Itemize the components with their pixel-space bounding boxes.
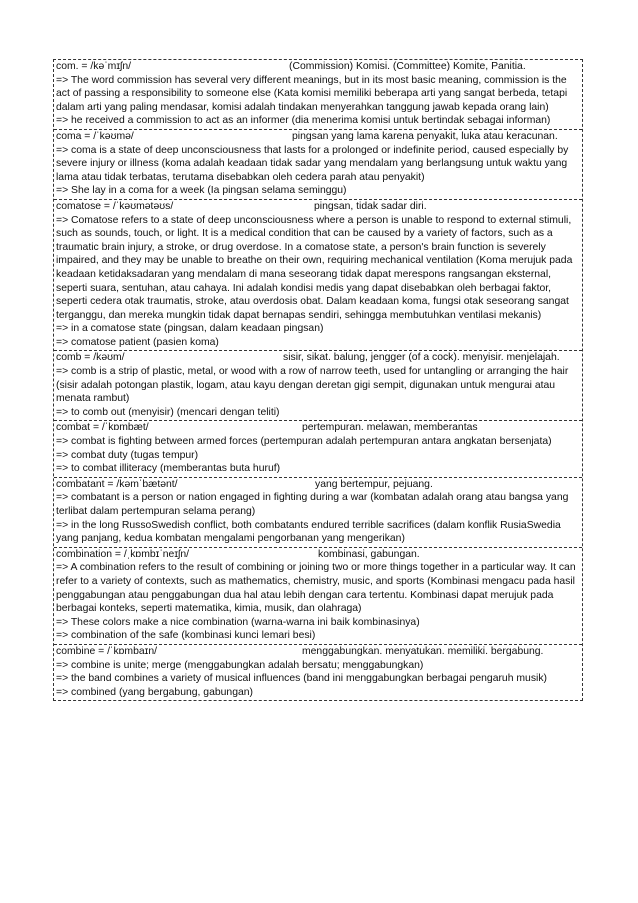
definition-line: => coma is a state of deep unconsciousness that lasts for a prolonged or indefinite period, caused especially by severe injury or illness (koma adalah keadaan tidak sadar yang mendalam yang berlangsung untuk waktu yang lama atau tidak terbatas, terutama disebabkan oleh cedera parah atau penyakit)	[56, 144, 569, 183]
entry-coma	[54, 130, 582, 200]
example-line: => combat duty (tugas tempur)	[56, 449, 199, 461]
definition-line: => combatant is a person or nation engaged in fighting during a war (kombatan adalah orang atau bangsa yang terlibat dalam pertempuran selama perang)	[56, 492, 569, 517]
headword: com. = /kəˈmɪʃn/	[56, 61, 132, 72]
entry-header	[56, 645, 580, 659]
meaning: pingsan, tidak sadar diri.	[314, 200, 427, 212]
example-line: => to combat illiteracy (memberantas buta huruf)	[56, 463, 281, 475]
definition-line: => comb is a strip of plastic, metal, or wood with a row of narrow teeth, used for untangling or arranging the hair (sisir adalah potongan plastik, logam, atau kayu dengan deretan gigi sempit, digunakan untuk mengurai atau menata rambut)	[56, 366, 569, 405]
entry-combine	[54, 645, 582, 700]
example-line: => in the long RussoSwedish conflict, both combatants endured terrible sacrifices (dalam konflik RusiaSwedia yang panjang, kedua kombatan mengalami pengorbanan yang mengerikan)	[56, 519, 561, 545]
headword: combination = /ˌkɒmbɪˈneɪʃn/	[56, 548, 190, 560]
meaning: pingsan yang lama karena penyakit, luka atau keracunan.	[292, 130, 558, 142]
headword: combat = /ˈkɒmbæt/	[56, 422, 149, 434]
meaning: sisir, sikat. balung, jengger (of a cock). menyisir. menjelajah.	[283, 352, 560, 364]
example-line: => combination of the safe (kombinasi kunci lemari besi)	[56, 630, 316, 642]
definition-line: => Comatose refers to a state of deep unconsciousness where a person is unable to respond to external stimuli, such as sounds, touch, or light. It is a medical condition that can be caused by a variety of factors, such as a traumatic brain injury, a stroke, or drug overdose. In a comatose state, a person's brain function is severely impaired, and they may be unable to breathe on their own, requiring mechanical ventilation (Koma merujuk pada keadaan ketidaksadaran yang mendalam di mana seseorang tidak dapat merespons rangsangan eksternal, seperti suara, sentuhan, atau cahaya. Ini adalah kondisi medis yang dapat disebabkan oleh berbagai faktor, seperti cedera otak traumatis, stroke, atau overdosis obat. Dalam keadaan koma, fungsi otak seseorang sangat terganggu, dan mereka mungkin tidak dapat bernapas sendiri, sehingga membutuhkan ventilasi mekanis)	[56, 214, 573, 321]
entry-header	[56, 351, 580, 365]
entry-combat	[54, 421, 582, 477]
entry-comb	[54, 351, 582, 421]
example-line: => to comb out (menyisir) (mencari dengan teliti)	[56, 406, 280, 418]
meaning: (Commission) Komisi. (Committee) Komite, Panitia.	[289, 61, 526, 72]
entry-header	[56, 548, 580, 562]
entry-header	[56, 421, 580, 435]
entry-commission	[54, 60, 582, 130]
headword: coma = /ˈkəʊmə/	[56, 130, 134, 142]
example-line: => She lay in a coma for a week (Ia pingsan selama seminggu)	[56, 185, 347, 197]
definition-line: => combine is unite; merge (menggabungkan adalah bersatu; menggabungkan)	[56, 659, 424, 671]
entry-comatose	[54, 200, 582, 352]
example-line: => These colors make a nice combination (warna-warna ini baik kombinasinya)	[56, 616, 420, 628]
headword: combine = /ˈkɒmbaɪn/	[56, 645, 158, 657]
entry-header	[56, 478, 580, 492]
headword: comb = /kəʊm/	[56, 352, 125, 364]
example-line: => in a comatose state (pingsan, dalam keadaan pingsan)	[56, 323, 324, 335]
entry-combination	[54, 548, 582, 645]
definition-line: => combat is fighting between armed forces (pertempuran adalah pertempuran antara angkatan bersenjata)	[56, 436, 552, 448]
example-line: => combined (yang bergabung, gabungan)	[56, 686, 253, 698]
example-line: => the band combines a variety of musical influences (band ini menggabungkan berbagai pengaruh musik)	[56, 673, 547, 685]
headword: combatant = /kəmˈbætənt/	[56, 478, 178, 490]
entry-header	[56, 130, 580, 144]
example-line: => comatose patient (pasien koma)	[56, 336, 219, 348]
definition-line: => The word commission has several very different meanings, but in its most basic meaning, commission is the act of passing a responsibility to someone else (Kata komisi memiliki beberapa arti yang sangat berbeda, tetapi dalam arti yang paling mendasar, komisi adalah tindakan menyerahkan tanggung jawab kepada orang lain)	[56, 74, 568, 113]
meaning: kombinasi, gabungan.	[318, 548, 420, 560]
entry-header	[56, 60, 580, 74]
entry-header	[56, 200, 580, 214]
headword: comatose = /ˈkəʊmətəʊs/	[56, 200, 174, 212]
dictionary-table	[53, 59, 583, 701]
entry-combatant	[54, 478, 582, 548]
example-line: => he received a commission to act as an informer (dia menerima komisi untuk bertindak sebagai informan)	[56, 115, 551, 127]
meaning: pertempuran. melawan, memberantas	[302, 422, 478, 434]
meaning: yang bertempur, pejuang.	[315, 478, 433, 490]
meaning: menggabungkan. menyatukan. memiliki. bergabung.	[302, 645, 544, 657]
definition-line: => A combination refers to the result of combining or joining two or more things together in a particular way. It can refer to a variety of contexts, such as mathematics, chemistry, music, and sports (Kombinasi mengacu pada hasil penggabungan atau penggabungan dua hal atau lebih dengan cara tertentu. Kombinasi dapat merujuk pada berbagai konteks, seperti matematika, kimia, musik, dan olahraga)	[56, 562, 576, 615]
